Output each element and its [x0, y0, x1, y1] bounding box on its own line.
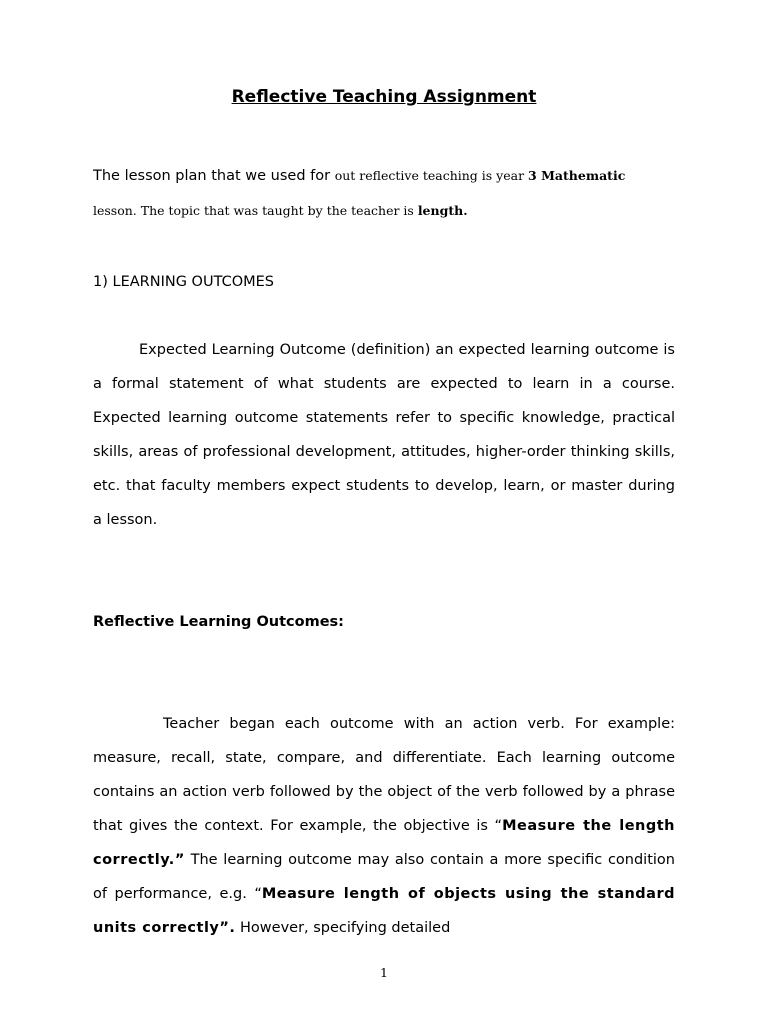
intro-line-2-serif: lesson. The topic that was taught by the teacher is: [93, 203, 418, 218]
page-number: 1: [380, 965, 388, 980]
intro-line-1-sans: The lesson plan that we used for: [93, 168, 335, 184]
section-heading-learning-outcomes: 1) LEARNING OUTCOMES: [93, 274, 274, 290]
intro-line-2: [93, 200, 693, 221]
reflective-outcomes-paragraph: [93, 707, 675, 945]
paragraph-text-a: Teacher began each outcome with an action verb. For example: measure, recall, state, compare, and differentiate. Each learning outcome contains an action verb followed by the object of the verb followed by a phrase that gives the context. For example, the objective is “: [93, 716, 675, 834]
intro-line-1-bold: 3 Mathematic: [528, 168, 626, 183]
paragraph-text-c: However, specifying detailed: [235, 920, 451, 936]
intro-line-1: [93, 165, 693, 186]
learning-outcome-definition-paragraph: Expected Learning Outcome (definition) an expected learning outcome is a formal statement of what students are expected to learn in a course. Expected learning outcome statements refer to specific knowledge, practical skills, areas of professional development, attitudes, higher-order thinking skills, etc. that faculty members expect students to develop, learn, or master during a lesson.: [93, 342, 675, 528]
paragraph-bold-measure-length: Measure the length correctly.”: [93, 818, 675, 868]
intro-line-1-serif: out reflective teaching is year: [334, 168, 529, 183]
paragraph-text-b: The learning outcome may also contain a more specific condition of performance, e.g. “: [93, 852, 675, 902]
document-title: Reflective Teaching Assignment: [231, 87, 537, 107]
intro-line-2-bold: length.: [417, 203, 468, 218]
paragraph-bold-standard-units: Measure length of objects using the standard units correctly”.: [93, 886, 675, 936]
section-heading-reflective-learning-outcomes: Reflective Learning Outcomes:: [93, 614, 344, 630]
